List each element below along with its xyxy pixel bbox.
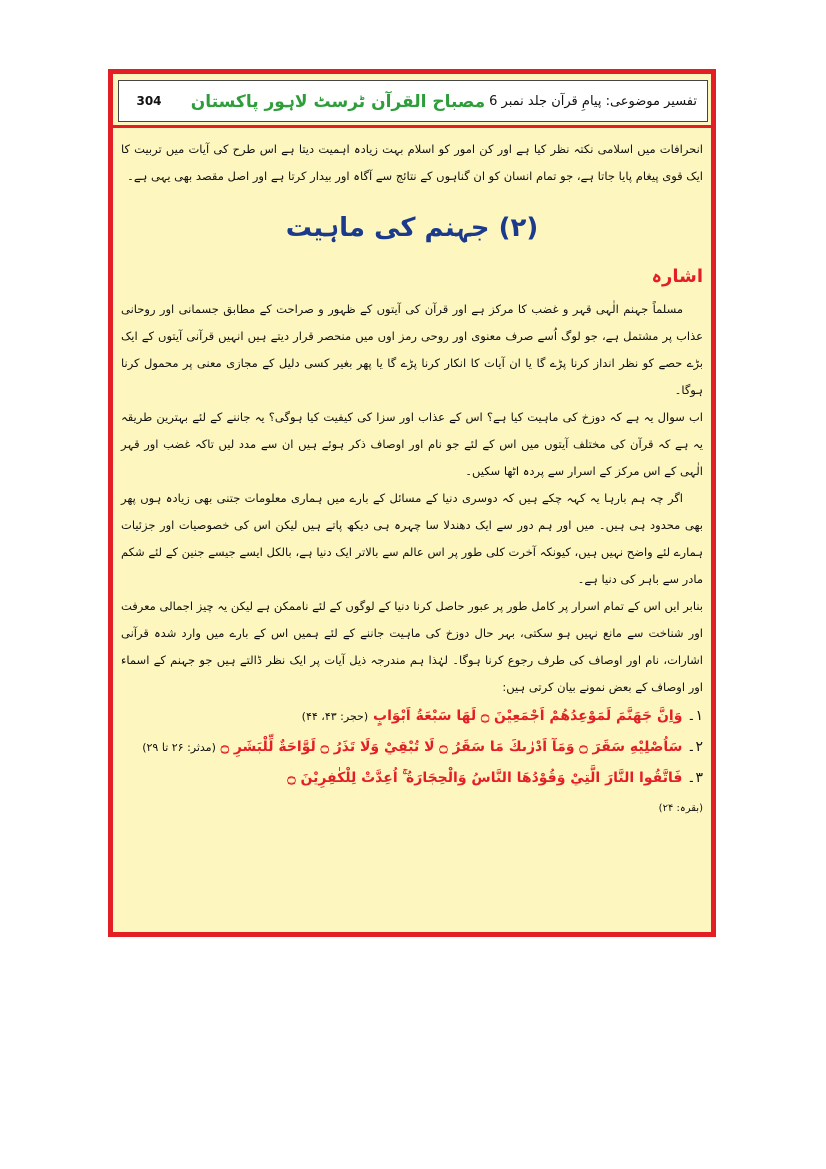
publisher-name: مصباح القرآن ٹرسٹ لاہور پاکستان	[190, 91, 486, 112]
verse-reference: (حجر: ۴۳، ۴۴)	[301, 710, 369, 723]
verse-number: ۲۔	[687, 739, 703, 755]
subheading: اشارہ	[651, 266, 703, 287]
paragraph-2: اب سوال یہ ہے کہ دوزخ کی ماہیت کیا ہے؟ اس کے عذاب اور سزا کی کیفیت کیا ہوگی؟ یہ جاننے کے لئے بہترین طریقہ یہ ہے کہ قرآن کی مختلف آیتوں میں اس کے لئے جو نام اور اوصاف ذکر ہوئے ہیں ان سے مدد لیں تاکہ غضب اور قہر الٰہی کے اس مرکز کے اسرار سے پردہ اٹھا سکیں۔	[121, 410, 703, 478]
paragraph-3: اگر چہ ہم بارہا یہ کہہ چکے ہیں کہ دوسری دنیا کے مسائل کے بارے میں ہماری معلومات جتنی بھی زیادہ ہوں پھر بھی محدود ہی ہیں۔ میں اور ہم دور سے ایک دھندلا سا چہرہ ہی دیکھ پاتے ہیں لیکن اس کی خصوصیات اور جزئیات ہمارے لئے واضح نہیں ہیں، کیونکہ آخرت کلی طور پر اس عالم سے بالاتر ایک دنیا ہے، بالکل ایسے جیسے جنین کے لئے شکم مادر سے باہر کی دنیا ہے۔	[121, 491, 703, 586]
header-divider	[113, 125, 711, 128]
verse-reference: (مدثر: ۲۶ تا ۲۹)	[142, 741, 216, 754]
section-title: (۲) جہنم کی ماہیت	[285, 213, 539, 243]
verse-text: وَاِنَّ جَهَنَّمَ لَمَوْعِدُهُمْ اَجْمَعِيْنَ ۝ لَهَا سَبْعَةُ اَبْوَابٍ	[373, 708, 683, 724]
paragraph-4: بنابر ایں اس کے تمام اسرار پر کامل طور پر عبور حاصل کرنا دنیا کے لوگوں کے لئے ناممکن ہے لیکن یہ چیز اجمالی معرفت اور شناخت سے مانع نہیں ہو سکتی، بہر حال دوزخ کی ماہیت جاننے کے لئے ہمیں اس کے بارے میں وارد شدہ قرآنی اشارات، نام اور اوصاف کی طرف رجوع کرنا ہوگا۔ لہٰذا ہم مندرجہ ذیل آیات پر ایک نظر ڈالتے ہیں جو جہنم کے اسماء اور اوصاف کے بعض نمونے بیان کرتی ہیں:	[121, 599, 703, 694]
verse-1	[121, 701, 703, 732]
paragraph-1: مسلماً جہنم الٰہی قہر و غضب کا مرکز ہے اور قرآن کی آیتوں کے ظہور و صراحت کے مطابق جسمانی اور روحانی عذاب پر مشتمل ہے، جو لوگ اُسے صرف معنوی اور روحی رمز اوں میں منحصر قرار دیتے ہیں انہیں قرآنی آیتوں کے ایک بڑے حصے کو نظر انداز کرنا پڑے گا یا ان آیات کا انکار کرنا پڑے گا یا پھر بغیر کسی دلیل کے مجازی معنی پر محمول کرنا ہوگا۔	[121, 302, 703, 397]
verse-2	[121, 732, 703, 763]
verse-text: فَاتَّقُوا النَّارَ الَّتِيْ وَقُوْدُهَا النَّاسُ وَالْحِجَارَةُ ۚ اُعِدَّتْ لِلْكٰفِرِيْنَ ۝	[287, 770, 683, 786]
verse-number: ۱۔	[687, 708, 703, 724]
verse-reference: (بقرہ: ۲۴)	[658, 803, 703, 814]
page-frame	[108, 69, 716, 937]
page-body	[121, 136, 703, 822]
verse-text: سَاُصْلِيْهِ سَقَرَ ۝ وَمَآ اَدْرٰىكَ مَا سَقَرُ ۝ لَا تُبْقِيْ وَلَا تَذَرُ ۝ لَوَّاحَةٌ لِّلْبَشَرِ ۝	[220, 739, 683, 755]
verse-3	[121, 763, 703, 793]
verse-number: ۳۔	[687, 770, 703, 786]
book-title: تفسیر موضوعی: پیامِ قرآن جلد نمبر 6	[489, 93, 697, 109]
page-number: 304	[136, 94, 162, 108]
intro-paragraph: انحرافات میں اسلامی نکتہ نظر کیا ہے اور کن امور کو اسلام بہت زیادہ اہمیت دیتا ہے اس طرح کی آیات میں تربیت کا ایک قوی پیغام پایا جاتا ہے، جو تمام انسان کو ان گناہوں کے نتائج سے آگاہ اور بیدار کرتا ہے اور اصل مقصد بھی یہی ہے۔	[121, 142, 703, 183]
page-header	[118, 80, 708, 122]
